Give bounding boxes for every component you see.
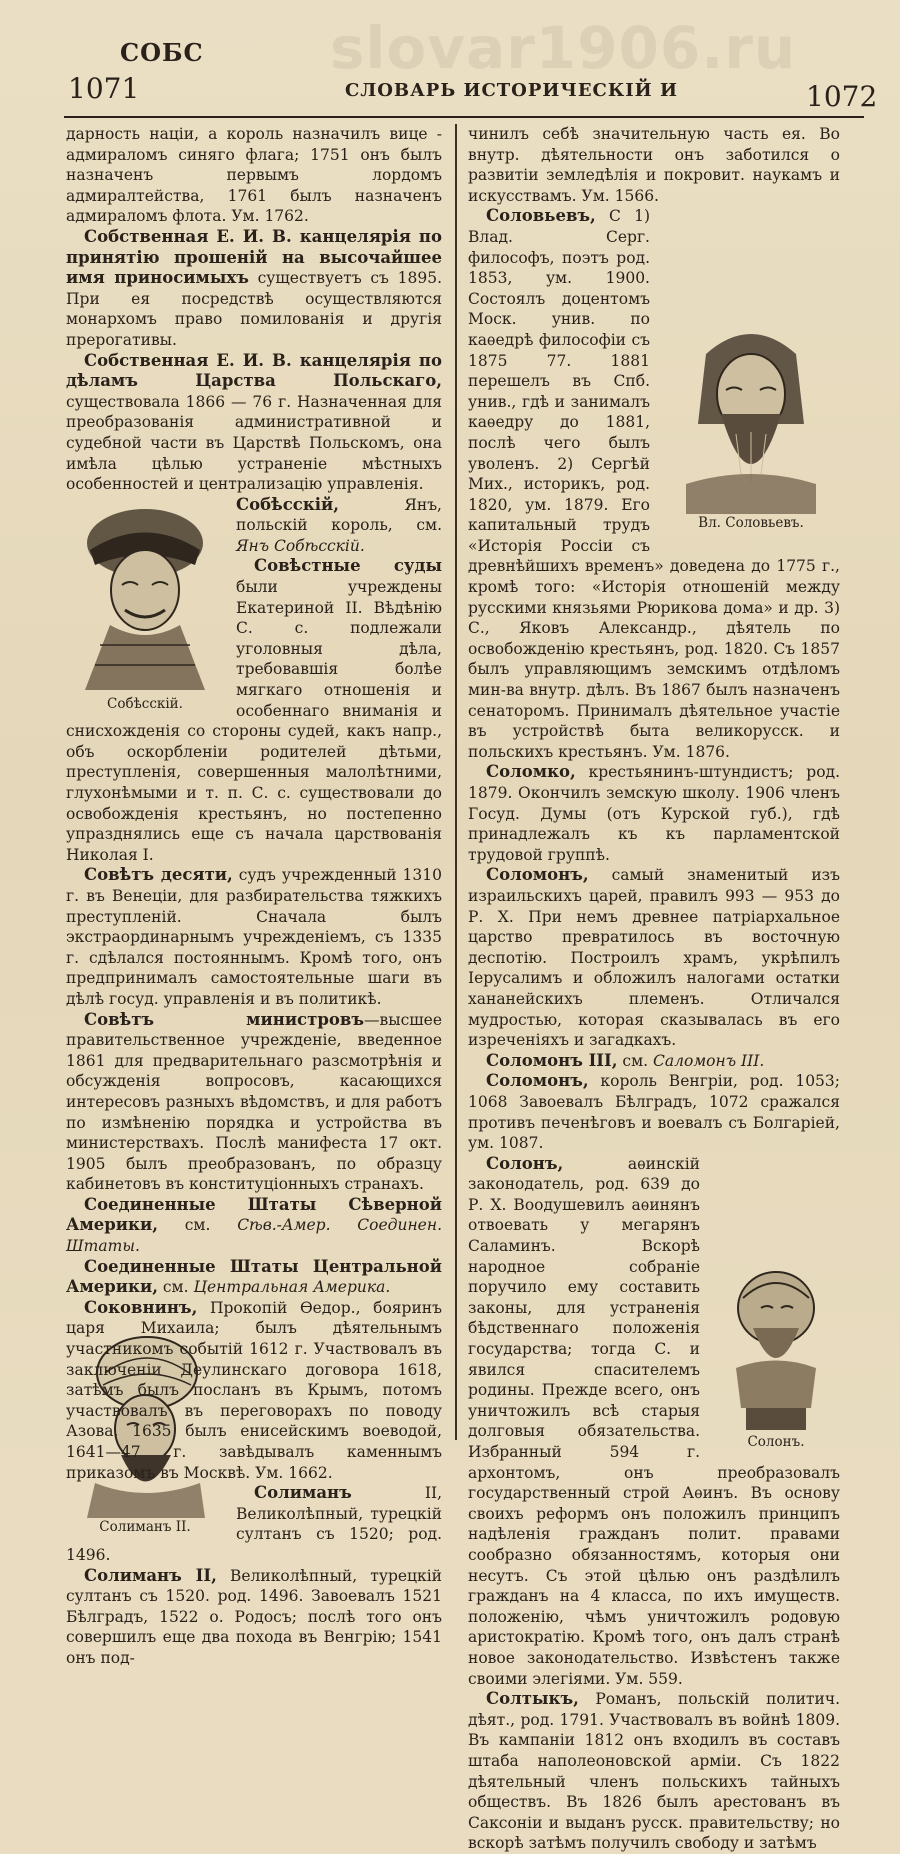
entry-body: существуетъ съ 1895. При ея посредствѣ осуществляются монархомъ право помилованія и другія прерогативы. bbox=[66, 269, 442, 349]
entry-headword: Соломонъ, bbox=[486, 865, 589, 885]
entry-body: были учреждены Екатериной II. Вѣдѣнію С. с. подлежали уголовныя дѣла, требовавшія болѣе мягкаго отношенія и особеннаго вниманія и снисхожденія со стороны судей, какъ напр., объ оскорбленіи родителей дѣтьми, преступленія, совершенныя малолѣтними, глухонѣмыми и т. п. С. с. существовали до освобожденія крестьянъ, но постепенно упразднялись еще съ начала царствованія Николая I. bbox=[66, 578, 442, 864]
cross-reference: Центральная Америка. bbox=[193, 1278, 391, 1297]
entry-headword: Соединенные Штаты Центральной Америки, bbox=[66, 1256, 442, 1297]
entry bbox=[66, 865, 442, 1009]
entry-body: аѳинскій законодатель, род. 639 до Р. Х. Воодушевилъ аѳинянъ отвоевать у мегарянъ Саламинъ. Вскорѣ народное собраніе поручило ему составить законы, для устраненія бѣдственнаго положенія государства; тогда С. и явился спасителемъ родины. Прежде всего, онъ уничтожилъ всѣ старыя долговыя обязательства. Избранный 594 г. архонтомъ, онъ преобразовалъ государственный строй Аѳинъ. Въ основу своихъ реформъ онъ положилъ принципъ надѣленія гражданъ полит. правами сообразно обязанностямъ, которыя они несутъ. Съ этой цѣлью онъ раздѣлилъ гражданъ на 4 класса, по ихъ имуществ. положенію, чѣмъ уничтожилъ родовую аристократію. Кромѣ того, онъ далъ странѣ новое законодательство. Извѣстенъ также своими элегіями. Ум. 559. bbox=[468, 1154, 840, 1688]
entry-headword: Соединенные Штаты Сѣверной Америки, bbox=[66, 1194, 442, 1235]
entry-headword: Совѣстные суды bbox=[254, 556, 442, 576]
entry-body: С 1) Влад. Серг. философъ, поэтъ род. 1853, ум. 1900. Состоялъ доцентомъ Моск. унив. по каѳедрѣ философіи съ 1875 77. 1881 перешелъ въ Спб. унив., гдѣ и занималъ каѳедру до 1881, послѣ чего былъ уволенъ. 2) Сергѣй Мих., историкъ, род. 1820, ум. 1879. Его капитальный трудъ «Исторія Россіи съ древнѣйшихъ временъ» доведена до 1775 г., кромѣ того: «Исторія отношеній между русскими князьями Рюрикова дома» и др. 3) С., Яковъ Александр., дѣятель по освобожденію крестьянъ, род. 1820. Съ 1857 былъ управляющимъ земскимъ отдѣломъ мин-ва внутр. дѣлъ. Въ 1867 былъ назначенъ сенаторомъ. Принималъ дѣятельное участіе въ устройствѣ быта великорусск. и польскихъ крестьянъ. Ум. 1876. bbox=[468, 207, 840, 761]
figure-caption: Вл. Соловьевъ. bbox=[698, 515, 804, 532]
entry-body: II, Великолѣпный, турецкій султанъ съ 1520; род. 1496. bbox=[66, 1484, 442, 1564]
solon-bust-icon bbox=[711, 1258, 841, 1433]
running-title: СЛОВАРЬ ИСТОРИЧЕСКIЙ И bbox=[345, 80, 678, 101]
entry bbox=[66, 1566, 442, 1669]
entry-body: существовала 1866 — 76 г. Назначенная для преобразованія административной и судебной части въ Царствѣ Польскомъ, она имѣла цѣлью устраненіе мѣстныхъ особенностей и централизацію управленія. bbox=[66, 392, 442, 494]
cross-reference: Янъ Собѣсскій. bbox=[236, 536, 365, 555]
entry-body: король Венгріи, род. 1053; 1068 Завоевалъ Бѣлградъ, 1072 сражался противъ печенѣговъ и воевалъ съ Болгаріей, ум. 1087. bbox=[468, 1072, 840, 1153]
entry-headword: Собственная Е. И. В. канцелярія по дѣламъ Царства Польскаго, bbox=[66, 350, 442, 391]
entry-body: см. bbox=[157, 1278, 194, 1297]
entry-headword: Собѣсскій, bbox=[236, 494, 340, 514]
entry-headword: Солтыкъ, bbox=[486, 1689, 579, 1709]
solovyov-portrait-icon bbox=[666, 314, 836, 514]
entry-body: Прокопій Ѳедор., бояринъ царя Михаила; былъ дѣятельнымъ участникомъ событій 1612 г. Участвовалъ въ заключеніи Деулинскаго договора 1618, затѣмъ былъ посланъ въ Крымъ, потомъ участвовалъ въ переговорахъ по поводу Азова. 1635 былъ енисейскимъ воеводой, 1641—47 г. завѣдывалъ каменнымъ приказомъ въ Москвѣ. Ум. 1662. bbox=[66, 1298, 442, 1482]
figure-caption: Солонъ. bbox=[747, 1433, 805, 1450]
solon-figure bbox=[706, 1258, 846, 1458]
paragraph: дарность націи, а король назначилъ вице - адмираломъ синяго флага; 1751 онъ былъ назначенъ первымъ лордомъ адмиралтейства, 1761 былъ назначенъ адмираломъ флота. Ум. 1762. bbox=[66, 125, 442, 226]
entry-body: Янъ, польскій король, см. bbox=[236, 495, 442, 535]
page-number-left: 1071 bbox=[68, 72, 140, 105]
entry-headword: Соломко, bbox=[486, 762, 576, 782]
entry-body: см. bbox=[617, 1051, 654, 1070]
entry-body: самый знаменитый изъ израильскихъ царей, правилъ 993 — 953 до Р. Х. При немъ древнее патріархальное царство превратилось въ восточную деспотію. Построилъ храмъ, укрѣпилъ Іерусалимъ и обложилъ налогами остатки хананейскихъ племенъ. Отличался мудростью, которая сказывалась въ его изреченіяхъ и загадкахъ. bbox=[468, 866, 840, 1050]
entry bbox=[468, 1689, 840, 1854]
entry bbox=[468, 1051, 840, 1072]
head-word: СОБС bbox=[120, 38, 204, 67]
figure-caption: Собѣсскій. bbox=[107, 695, 183, 712]
entry bbox=[66, 227, 442, 351]
entry-headword: Совѣтъ десяти, bbox=[84, 865, 233, 885]
entry-headword: Соловьевъ, bbox=[486, 206, 596, 226]
sobieski-figure bbox=[60, 495, 230, 721]
entry-headword: Солиманъ bbox=[254, 1483, 352, 1503]
entry-body: судъ учрежденный 1310 г. въ Венеціи, для разбирательства тяжкихъ преступленій. Сначала былъ экстраординарнымъ учрежденіемъ, съ 1335 г. сдѣлался постояннымъ. Кромѣ того, онъ предпринималъ самостоятельные шаги въ дѣлѣ госуд. управленія и въ политикѣ. bbox=[66, 866, 442, 1008]
entry bbox=[468, 762, 840, 865]
entry-headword: Собственная Е. И. В. канцелярія по принятію прошеній на высочайшее имя приносимыхъ bbox=[66, 226, 442, 288]
entry-headword: Соломонъ, bbox=[486, 1071, 589, 1091]
header-rule bbox=[64, 116, 864, 118]
left-column bbox=[66, 124, 442, 1669]
entry bbox=[468, 1071, 840, 1153]
cross-reference: Сѣв.-Амер. Соединен. Штаты. bbox=[66, 1216, 442, 1256]
right-column bbox=[468, 124, 840, 1854]
entry bbox=[66, 1010, 442, 1195]
entry bbox=[468, 865, 840, 1050]
entry-headword: Соломонъ III, bbox=[486, 1050, 618, 1070]
page-number-right: 1072 bbox=[806, 80, 878, 113]
entry bbox=[66, 1298, 442, 1483]
entry-headword: Соковнинъ, bbox=[84, 1297, 198, 1317]
figure-caption: Солиманъ II. bbox=[99, 1519, 191, 1536]
entry bbox=[66, 351, 442, 495]
cross-reference: Саломонъ III. bbox=[653, 1051, 765, 1070]
entry-headword: Совѣтъ министровъ bbox=[84, 1009, 364, 1029]
entry-headword: Солонъ, bbox=[486, 1153, 564, 1173]
entry-body: Романъ, польскій политич. дѣят., род. 1791. Участвовалъ въ войнѣ 1809. Въ кампаніи 1812 онъ входилъ въ составъ штаба наполеоновской арміи. Съ 1822 дѣятельный членъ польскихъ тайныхъ обществъ. Въ 1826 былъ арестованъ въ Саксоніи и выданъ русск. правительству; но вскорѣ затѣмъ получилъ свободу и затѣмъ bbox=[468, 1690, 840, 1853]
entry-body: Великолѣпный, турецкій султанъ съ 1520. род. 1496. Завоевалъ 1521 Бѣлградъ, 1522 о. Родосъ; послѣ того онъ совершилъ еще два похода въ Венгрію; 1541 онъ под- bbox=[66, 1566, 442, 1667]
entry-body: крестьянинъ-штундистъ; род. 1879. Окончилъ земскую школу. 1906 членъ Госуд. Думы (отъ Курской губ.), гдѣ принадлежалъ къ къ парламентской трудовой группѣ. bbox=[468, 763, 840, 864]
entry bbox=[66, 1257, 442, 1298]
entry-body: —высшее правительственное учрежденіе, введенное 1861 для предварительнаго разсмотрѣнія и обсужденія вопросовъ, касающихся интересовъ разныхъ вѣдомствъ, и для работъ по измѣненію порядка и устройства въ министерствахъ. Послѣ манифеста 17 окт. 1905 былъ преобразованъ, по образцу кабинетовъ въ конституціонныхъ странахъ. bbox=[66, 1010, 442, 1194]
paragraph: чинилъ себѣ значительную часть ея. Во внутр. дѣятельности онъ заботился о развитіи земледѣлія и покровит. наукамъ и искусствамъ. Ум. 1566. bbox=[468, 125, 840, 205]
solovyov-figure bbox=[656, 314, 846, 544]
entry bbox=[66, 1195, 442, 1257]
entry-body: см. bbox=[157, 1216, 238, 1235]
sobieski-portrait-icon bbox=[70, 495, 220, 695]
column-rule bbox=[455, 124, 457, 1440]
watermark: slovar1906.ru bbox=[330, 14, 797, 82]
entry-headword: Солиманъ II, bbox=[84, 1565, 217, 1585]
